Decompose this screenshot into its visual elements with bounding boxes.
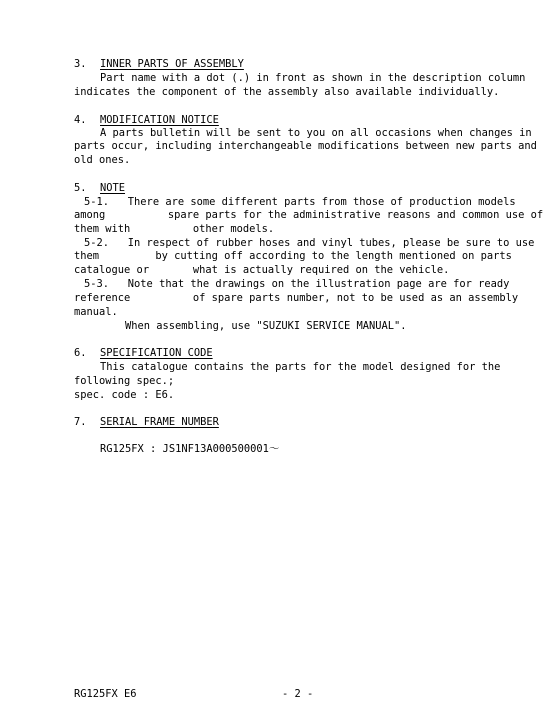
section-5-line: 5-2. In respect of rubber hoses and vinyl tubes, please be sure to use xyxy=(84,237,535,249)
footer-model: RG125FX E6 xyxy=(74,688,137,700)
section-5-line: reference of spare parts number, not to be used as an assembly xyxy=(74,292,519,304)
section-5-line: 5-3. Note that the drawings on the illustration page are for ready xyxy=(84,278,510,290)
section-6-heading: SPECIFICATION CODE xyxy=(100,347,213,359)
section-5-line: them with other models. xyxy=(74,223,275,235)
section-6-line: following spec.; xyxy=(74,375,175,387)
section-3-line: Part name with a dot (.) in front as shown in the description column xyxy=(100,72,526,84)
section-6-number: 6. xyxy=(74,347,87,359)
section-5-line: 5-1. There are some different parts from those of production models xyxy=(84,196,516,208)
section-4-line: parts occur, including interchangeable modifications between new parts and xyxy=(74,140,537,152)
section-5-line: catalogue or what is actually required on the vehicle. xyxy=(74,264,450,276)
section-7-number: 7. xyxy=(74,416,87,428)
section-5-line: manual. xyxy=(74,306,118,318)
section-5-line: them by cutting off according to the length mentioned on parts xyxy=(74,250,512,262)
footer-page-number: - 2 - xyxy=(282,688,314,700)
section-5-number: 5. xyxy=(74,182,87,194)
section-4-number: 4. xyxy=(74,114,87,126)
section-5-heading: NOTE xyxy=(100,182,126,194)
serial-frame-number: RG125FX : JS1NF13A000500001～ xyxy=(100,443,280,455)
section-3-heading: INNER PARTS OF ASSEMBLY xyxy=(100,58,244,70)
section-4-line: old ones. xyxy=(74,154,131,166)
section-3-number: 3. xyxy=(74,58,87,70)
section-4-heading: MODIFICATION NOTICE xyxy=(100,114,219,126)
section-3-line: indicates the component of the assembly also available individually. xyxy=(74,86,500,98)
section-6-line: spec. code : E6. xyxy=(74,389,175,401)
section-4-line: A parts bulletin will be sent to you on all occasions when changes in xyxy=(100,127,532,139)
section-6-line: This catalogue contains the parts for the model designed for the xyxy=(100,361,501,373)
section-7-heading: SERIAL FRAME NUMBER xyxy=(100,416,219,428)
section-5-line: among spare parts for the administrative reasons and common use of xyxy=(74,209,544,221)
section-5-line: When assembling, use "SUZUKI SERVICE MANUAL". xyxy=(125,320,407,332)
